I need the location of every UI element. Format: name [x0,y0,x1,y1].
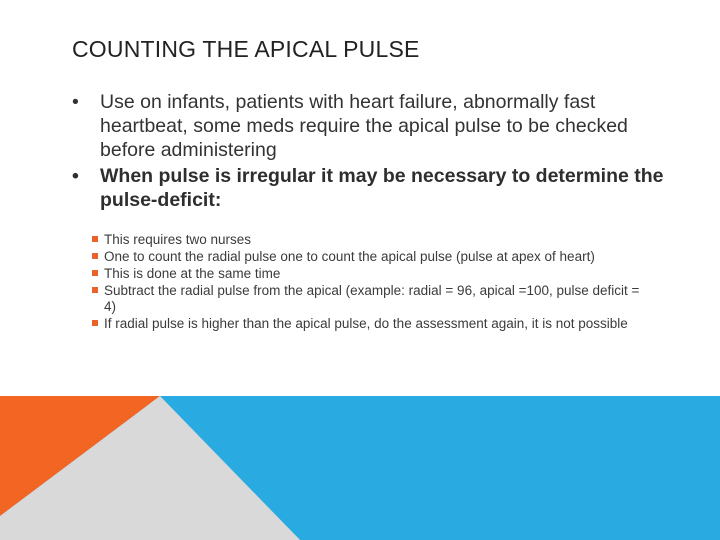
square-bullet-icon [92,287,98,293]
bullet-dot: • [72,91,79,113]
sub-bullet-list [92,232,652,333]
sub-bullet-text: This is done at the same time [104,266,281,281]
sub-bullet-text: Subtract the radial pulse from the apical (example: radial = 96, apical =100, pulse deficit = 4) [104,283,640,314]
sub-bullet-item [92,283,652,315]
sub-bullet-item [92,249,652,265]
decorative-footer [0,396,720,540]
slide-title: COUNTING THE APICAL PULSE [72,36,420,62]
bullet-dot: • [72,165,79,187]
square-bullet-icon [92,320,98,326]
sub-bullet-item [92,232,652,248]
sub-bullet-item [92,316,652,332]
square-bullet-icon [92,236,98,242]
square-bullet-icon [92,270,98,276]
bullet-text: Use on infants, patients with heart failure, abnormally fast heartbeat, some meds require the apical pulse to be checked before administering [100,91,628,161]
sub-bullet-text: One to count the radial pulse one to count the apical pulse (pulse at apex of heart) [104,249,595,264]
main-bullet-item [72,164,672,212]
sub-bullet-text: If radial pulse is higher than the apical pulse, do the assessment again, it is not possible [104,316,628,331]
main-bullet-list [72,90,672,214]
bullet-text: When pulse is irregular it may be necessary to determine the pulse-deficit: [100,165,664,211]
sub-bullet-text: This requires two nurses [104,232,252,247]
sub-bullet-item [92,266,652,282]
main-bullet-item [72,90,672,162]
square-bullet-icon [92,253,98,259]
